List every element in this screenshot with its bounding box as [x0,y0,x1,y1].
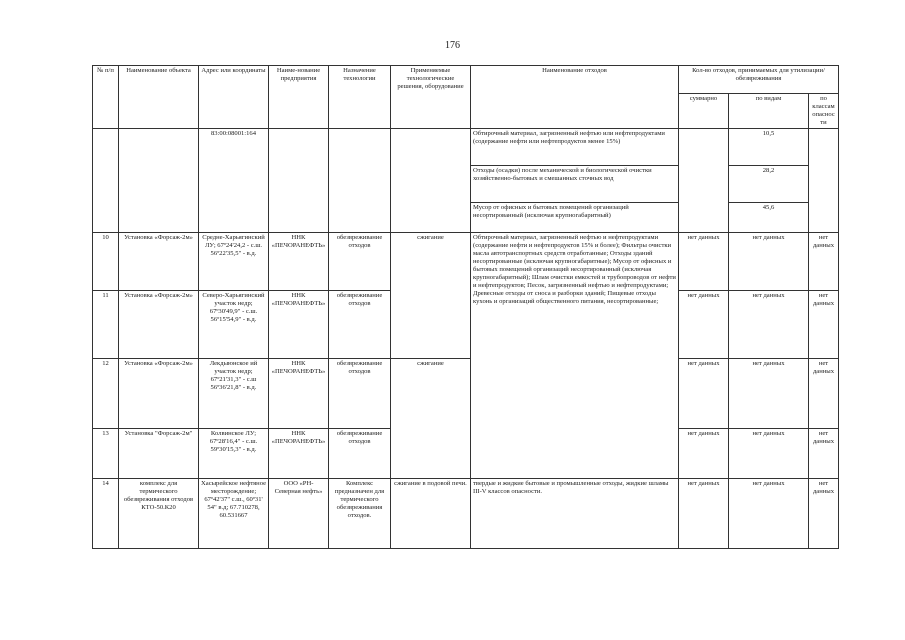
total-cell: нет данных [679,291,729,359]
cont-by-class [809,129,839,233]
col-header-object: Наименование объекта [119,66,199,129]
enterprise-cell: ООО «РН-Северная нефть» [269,479,329,549]
enterprise-cell: ННК «ПЕЧОРАНЕФТЬ» [269,359,329,429]
total-cell: нет данных [679,233,729,291]
table-row [93,479,839,549]
enterprise-cell: ННК «ПЕЧОРАНЕФТЬ» [269,233,329,291]
purpose-cell: обезвреживание отходов [329,429,391,479]
by-type-cell: нет данных [729,429,809,479]
by-type-cell: нет данных [729,233,809,291]
cont-num [93,129,119,233]
col-header-enterprise: Наиме-нование предприятия [269,66,329,129]
by-class-cell: нет данных [809,291,839,359]
table-row [93,359,839,429]
table-row [93,129,839,166]
col-header-purpose: Назначение технологии [329,66,391,129]
object-name: Установка «Форсаж-2м» [119,291,199,359]
by-type-cell: нет данных [729,359,809,429]
by-class-cell: нет данных [809,429,839,479]
table-row [93,233,839,291]
object-name: Установка "Форсаж-2м" [119,429,199,479]
total-cell: нет данных [679,359,729,429]
waste-cell: Мусор от офисных и бытовых помещений организаций несортированный (исключая крупногабаритный) [471,203,679,233]
solution-cell [391,429,471,479]
by-type-cell: 10,5 [729,129,809,166]
row-num: 13 [93,429,119,479]
address-cell: Хасырейское нефтяное месторождение; 67º42'37" с.ш., 60º31' 54" в.д; 67.710278, 60.531667 [199,479,269,549]
by-type-cell: 45,6 [729,203,809,233]
waste-cell: Обтирочный материал, загрязненный нефтью или нефтепродуктами (содержание нефти или нефтепродуктов менее 15%) [471,129,679,166]
total-cell: нет данных [679,429,729,479]
by-class-cell: нет данных [809,359,839,429]
address-cell: Северо-Харьягинский участок недр; 67º30'49,9" - с.ш. 56º15'54,9" - в.д. [199,291,269,359]
purpose-cell: Комплекс предназначен для термического обезвреживания отходов. [329,479,391,549]
object-name: Установка «Форсаж-2м» [119,359,199,429]
address-cell: Колвинское ЛУ; 67º28'16,4" - с.ш. 59º30'15,3" - в.д. [199,429,269,479]
col-header-address: Адрес или координаты [199,66,269,129]
purpose-cell: обезвреживание отходов [329,359,391,429]
cont-total [679,129,729,233]
purpose-cell: обезвреживание отходов [329,291,391,359]
object-name: комплекс для термического обезвреживания отходов КТО-50.К20 [119,479,199,549]
cont-object [119,129,199,233]
col-header-by-class: по классам опасности [809,94,839,129]
row-num: 10 [93,233,119,291]
by-class-cell: нет данных [809,233,839,291]
cont-solutions [391,129,471,233]
address-cell: Средне-Харьягинский ЛУ; 67º24'24,2 - с.ш. 56º22'35,5" - в.д. [199,233,269,291]
col-header-amount: Кол-во отходов, принимаемых для утилизации/обезвреживания [679,66,839,94]
col-header-num: № п/п [93,66,119,129]
solution-cell [391,291,471,359]
cont-purpose [329,129,391,233]
waste-facilities-table [92,65,839,549]
col-header-total: суммарно [679,94,729,129]
object-name: Установка «Форсаж-2м» [119,233,199,291]
address-cell: Лекдыюнское ий участок недр; 67º21'31,3" - с.ш 56º36'21,8" - в.д. [199,359,269,429]
waste-cell: Отходы (осадки) после механической и биологической очистки хозяйственно-бытовых и смешанных сточных вод [471,166,679,203]
by-type-cell: 28,2 [729,166,809,203]
waste-cell: твердые и жидкие бытовые и промышленные отходы, жидкие шламы III-V классов опасности. [471,479,679,549]
row-num: 12 [93,359,119,429]
page-number: 176 [445,40,460,51]
row-num: 11 [93,291,119,359]
enterprise-cell: ННК «ПЕЧОРАНЕФТЬ» [269,429,329,479]
row-num: 14 [93,479,119,549]
solution-cell: сжигание в подовой печи. [391,479,471,549]
solution-cell: сжигание [391,359,471,429]
cont-enterprise [269,129,329,233]
enterprise-cell: ННК «ПЕЧОРАНЕФТЬ» [269,291,329,359]
total-cell: нет данных [679,479,729,549]
table-row [93,429,839,479]
by-type-cell: нет данных [729,291,809,359]
col-header-solutions: Применяемые технологические решения, оборудование [391,66,471,129]
solution-cell: сжигание [391,233,471,291]
header-row [93,66,839,94]
by-class-cell: нет данных [809,479,839,549]
col-header-waste: Наименование отходов [471,66,679,129]
merged-waste-cell: Обтирочный материал, загрязненный нефтью и нефтепродуктами (содержание нефти и нефтепродуктов 15% и более); Фильтры очистки масла автотранспортных средств отработанные; Отходы зданий несортированные (исключая крупногабаритные); Мусор от офисных и бытовых помещений организаций несортированный (исключая крупногабаритный); Шлам очистки емкостей и трубопроводов от нефти и нефтепродуктов; Песок, загрязненный нефтью и нефтепродуктами; Древесные отходы от сноса и разборки зданий; Пищевые отходы кухонь и организаций общественного питания, несортированные; [471,233,679,479]
col-header-by-type: по видам [729,94,809,129]
cont-address: 83:00:08001:164 [199,129,269,233]
purpose-cell: обезвреживание отходов [329,233,391,291]
table-row [93,291,839,359]
by-type-cell: нет данных [729,479,809,549]
